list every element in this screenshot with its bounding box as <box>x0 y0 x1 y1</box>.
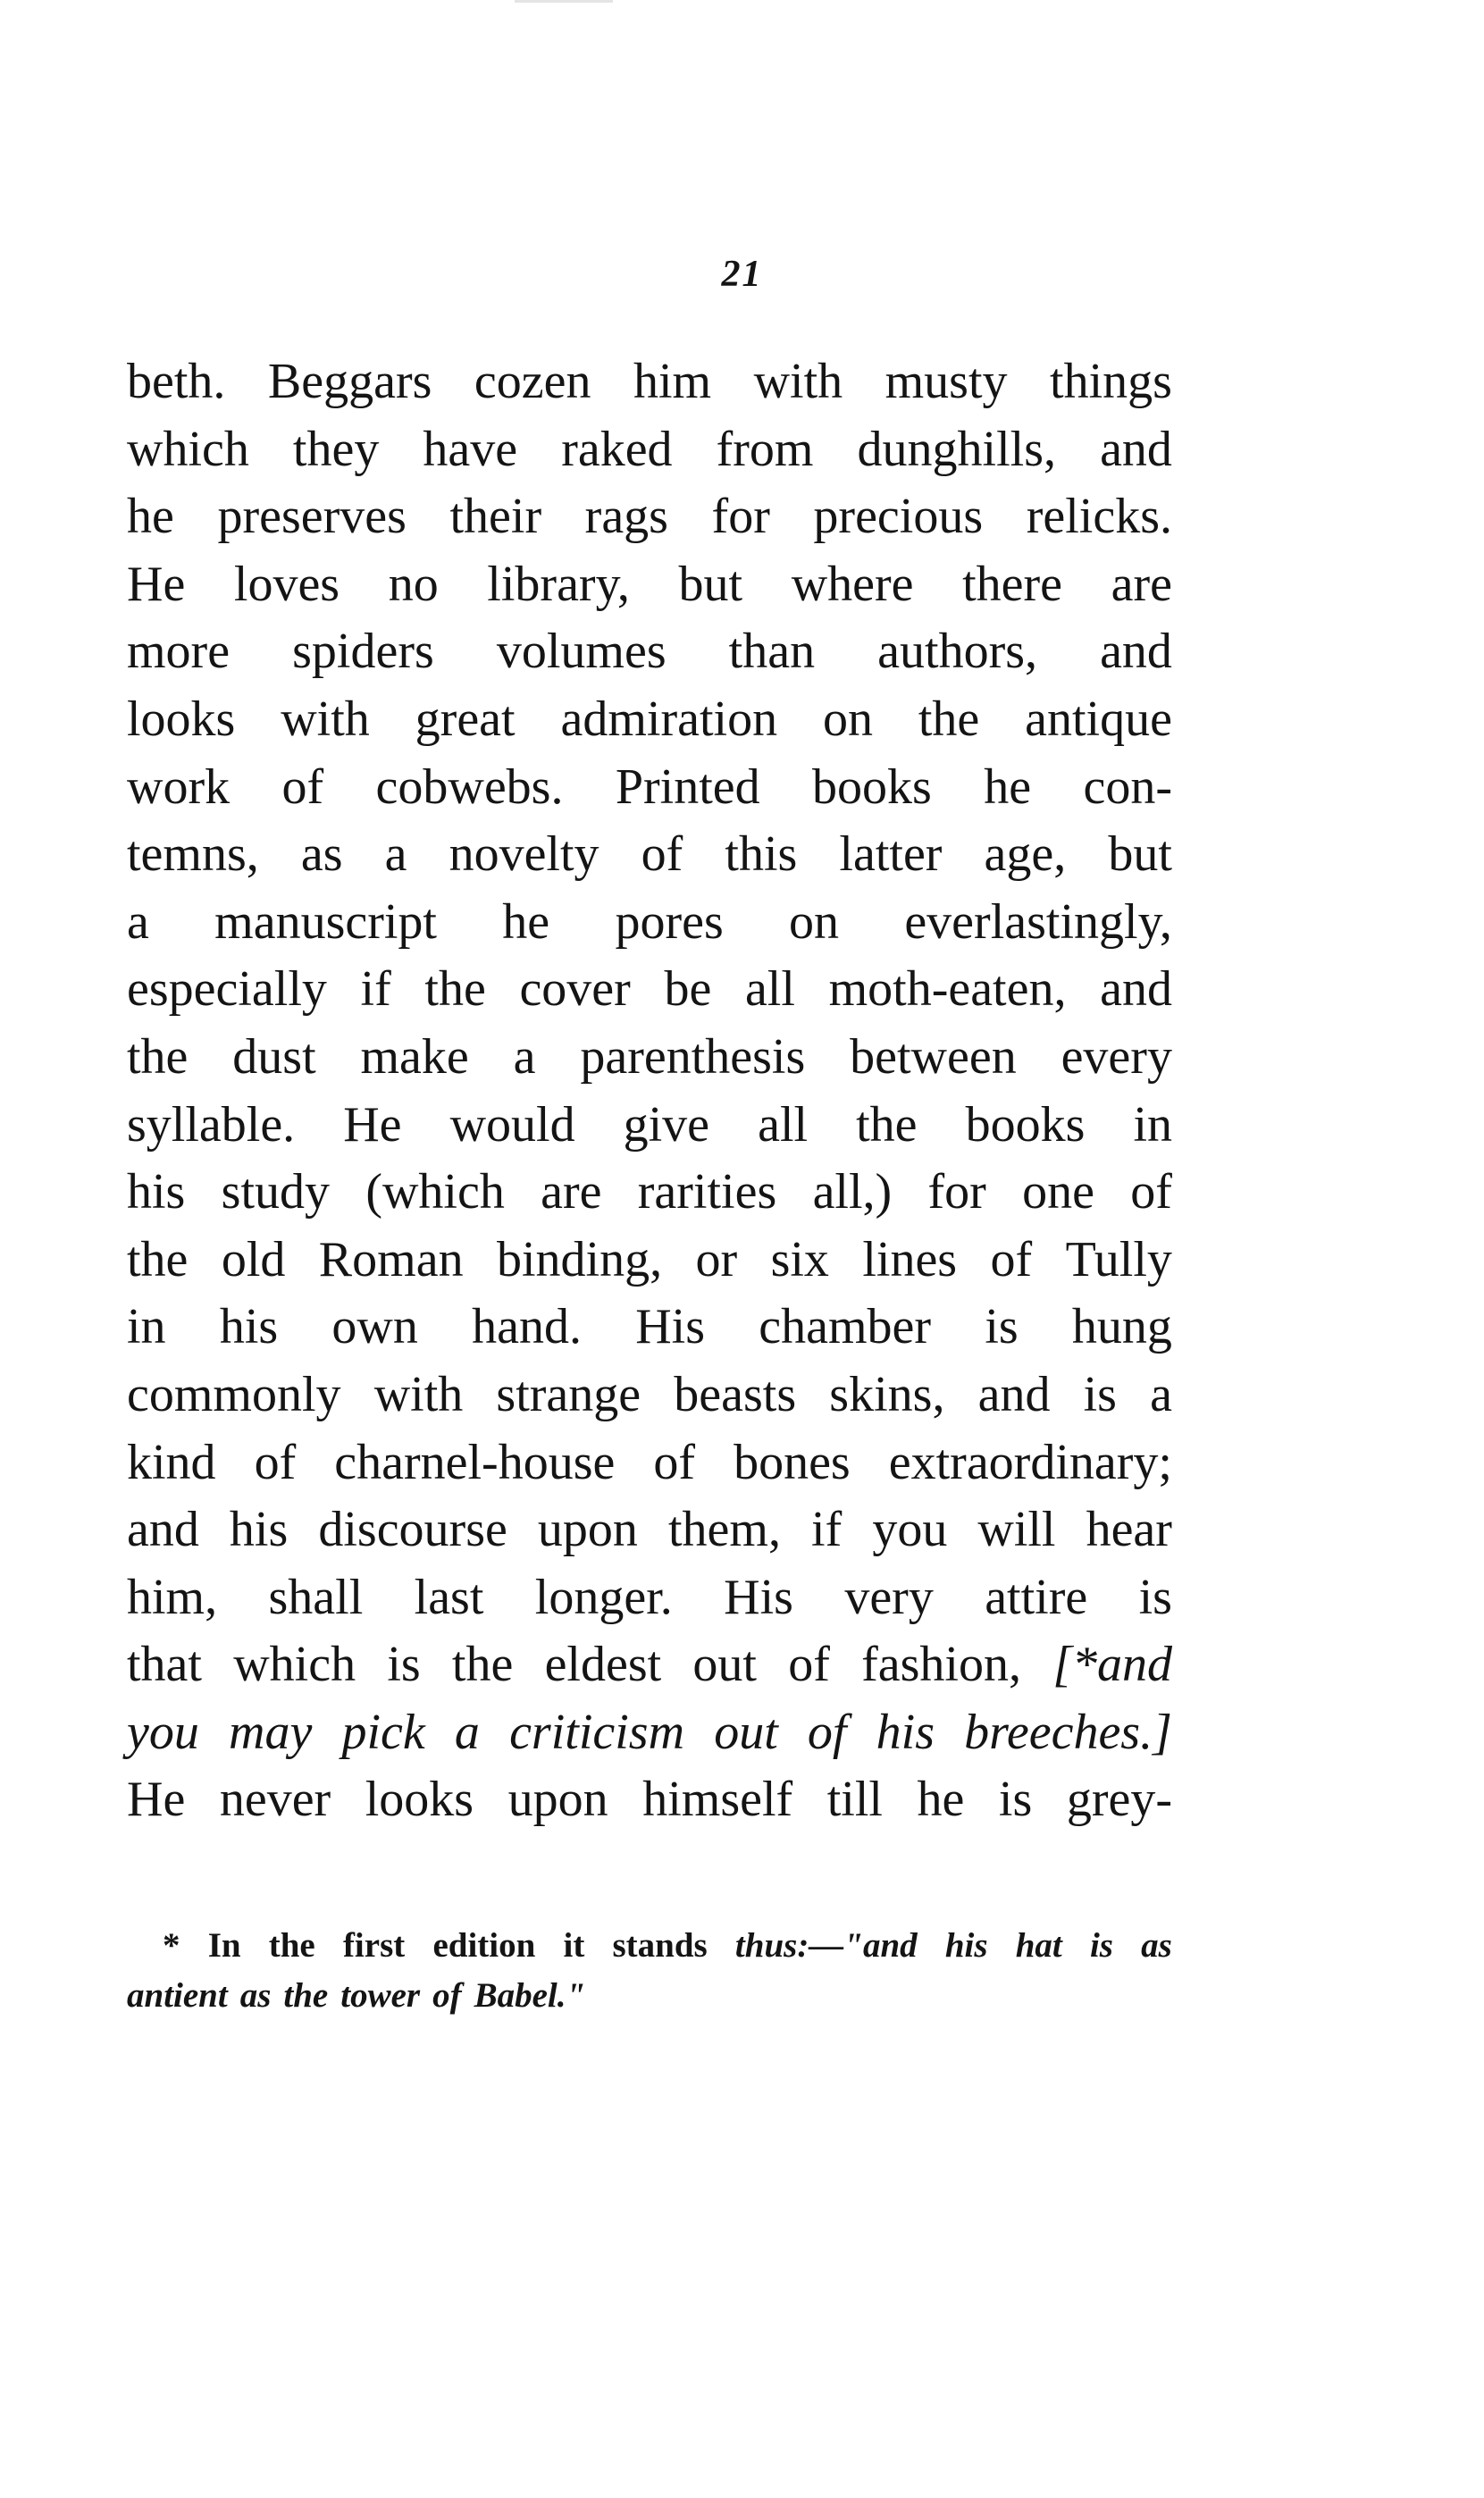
word: himself <box>642 1772 793 1828</box>
footnote-word: antient <box>127 1976 228 2015</box>
word: study <box>221 1164 331 1220</box>
word: cozen <box>474 354 591 409</box>
word: novelty <box>449 826 599 883</box>
page-number: 21 <box>721 254 763 295</box>
word: looks <box>127 691 236 747</box>
footnote-word: thus:—"and <box>734 1926 918 1965</box>
word: be <box>664 961 712 1018</box>
word: have <box>423 421 518 477</box>
footnote-word: hat <box>1015 1926 1062 1965</box>
word: never <box>219 1772 331 1828</box>
word: with <box>373 1366 464 1422</box>
text-line <box>127 889 1172 957</box>
word: is <box>985 1299 1019 1355</box>
word: there <box>962 556 1063 612</box>
word: last <box>414 1569 484 1625</box>
word: is <box>387 1637 421 1693</box>
word: pores <box>615 893 724 950</box>
footnote-word: edition <box>432 1926 536 1965</box>
word: books <box>965 1096 1086 1153</box>
footnote-word: first <box>342 1926 406 1965</box>
word: moth-eaten, <box>828 961 1067 1018</box>
footnote-word: stands <box>612 1926 708 1965</box>
footnote-word: as <box>239 1976 272 2015</box>
word: temns, <box>127 826 259 883</box>
word: and <box>1100 421 1172 477</box>
word: with <box>281 691 370 747</box>
word: spiders <box>292 624 434 680</box>
word: His <box>724 1569 793 1625</box>
word: the <box>451 1637 514 1693</box>
word: He <box>127 556 186 612</box>
word: his <box>229 1502 289 1558</box>
text-line <box>127 686 1172 754</box>
word: all,) <box>812 1164 893 1220</box>
footnote-word: is <box>1089 1926 1113 1965</box>
word: in <box>1133 1096 1172 1153</box>
word: of <box>641 826 683 883</box>
word: criticism <box>509 1704 685 1760</box>
word: He <box>343 1096 402 1153</box>
footnote-word: the <box>283 1976 329 2015</box>
word: own <box>331 1299 418 1355</box>
word: his <box>876 1704 935 1760</box>
word: [*and <box>1052 1637 1172 1693</box>
word: great <box>415 691 516 747</box>
word: manuscript <box>214 893 437 950</box>
word: grey- <box>1066 1772 1172 1828</box>
word: relicks. <box>1026 489 1172 545</box>
word: of <box>281 759 324 815</box>
word: the <box>918 691 980 747</box>
word: and <box>1100 624 1172 680</box>
word: of <box>254 1434 297 1490</box>
text-line <box>127 1294 1172 1362</box>
word: upon <box>537 1502 638 1558</box>
text-line <box>127 551 1172 619</box>
footnote-word: it <box>563 1926 585 1965</box>
footnote-word: * <box>163 1926 180 1965</box>
text-line <box>127 956 1172 1024</box>
word: they <box>292 421 380 477</box>
word: eldest <box>544 1637 662 1693</box>
word: authors, <box>877 624 1038 680</box>
word: he <box>984 759 1032 815</box>
word: his <box>127 1164 186 1220</box>
text-line <box>127 1766 1172 1834</box>
word: six <box>770 1231 829 1287</box>
word: you <box>127 1704 199 1760</box>
word: books <box>812 759 932 815</box>
footnote <box>127 1921 1172 2021</box>
word: very <box>844 1569 934 1625</box>
word: if <box>811 1502 843 1558</box>
word: of <box>990 1231 1033 1287</box>
word: chamber <box>759 1299 932 1355</box>
word: for <box>927 1164 986 1220</box>
word: with <box>753 354 843 409</box>
footnote-line <box>127 1921 1172 1971</box>
word: skins, <box>829 1366 945 1422</box>
word: than <box>728 624 816 680</box>
word: His <box>635 1299 706 1355</box>
word: he <box>917 1772 965 1828</box>
text-line <box>127 1362 1172 1429</box>
word: and <box>977 1366 1051 1422</box>
word: library, <box>487 556 630 612</box>
text-line <box>127 1024 1172 1092</box>
word: a <box>1150 1366 1172 1422</box>
footnote-word: the <box>268 1926 315 1965</box>
word: is <box>1083 1366 1117 1422</box>
word: discourse <box>318 1502 507 1558</box>
word: precious <box>813 489 984 545</box>
word: is <box>1138 1569 1172 1625</box>
word: and <box>127 1502 199 1558</box>
word: would <box>449 1096 575 1153</box>
word: from <box>716 421 814 477</box>
word: cobwebs. <box>375 759 564 815</box>
footnote-word: In <box>207 1926 241 1965</box>
word: which <box>127 421 249 477</box>
footnote-word: tower <box>340 1976 421 2015</box>
word: charnel-house <box>334 1434 616 1490</box>
word: of <box>653 1434 696 1490</box>
text-line <box>127 1631 1172 1699</box>
word: of <box>788 1637 830 1693</box>
word: raked <box>561 421 673 477</box>
word: for <box>711 489 770 545</box>
word: him, <box>127 1569 218 1625</box>
word: latter <box>839 826 943 883</box>
text-line <box>127 1092 1172 1160</box>
word: looks <box>365 1772 474 1828</box>
word: (which <box>365 1164 505 1220</box>
word: Roman <box>318 1231 464 1287</box>
word: which <box>233 1637 356 1693</box>
word: upon <box>507 1772 608 1828</box>
word: in <box>127 1299 166 1355</box>
word: between <box>850 1028 1017 1085</box>
scan-artifact <box>515 0 613 3</box>
word: antique <box>1025 691 1172 747</box>
word: admiration <box>560 691 778 747</box>
text-line <box>127 1496 1172 1564</box>
word: hear <box>1086 1502 1172 1558</box>
word: where <box>791 556 914 612</box>
footnote-word: of <box>432 1976 462 2015</box>
word: rags <box>584 489 668 545</box>
word: him <box>633 354 712 409</box>
word: he <box>502 893 550 950</box>
word: out <box>692 1637 757 1693</box>
word: that <box>127 1637 202 1693</box>
word: or <box>695 1231 738 1287</box>
text-line <box>127 618 1172 686</box>
word: all <box>758 1096 809 1153</box>
word: a <box>454 1704 480 1760</box>
word: work <box>127 759 231 815</box>
word: more <box>127 624 231 680</box>
text-line <box>127 821 1172 889</box>
text-line <box>127 1564 1172 1632</box>
word: longer. <box>534 1569 673 1625</box>
word: dust <box>232 1028 316 1085</box>
text-line <box>127 1159 1172 1227</box>
text-line <box>127 1699 1172 1767</box>
text-line <box>127 348 1172 416</box>
word: dunghills, <box>857 421 1056 477</box>
word: every <box>1061 1028 1172 1085</box>
word: He <box>127 1772 186 1828</box>
word: the <box>856 1096 918 1153</box>
word: may <box>229 1704 313 1760</box>
word: old <box>221 1231 286 1287</box>
word: if <box>360 961 391 1018</box>
word: is <box>998 1772 1033 1828</box>
word: Tully <box>1065 1231 1172 1287</box>
word: them, <box>667 1502 781 1558</box>
footnote-word: Babel." <box>474 1976 586 2015</box>
footnote-word: his <box>944 1926 988 1965</box>
word: fashion, <box>861 1637 1021 1693</box>
word: loves <box>233 556 340 612</box>
word: give <box>623 1096 710 1153</box>
word: hung <box>1071 1299 1172 1355</box>
word: lines <box>862 1231 958 1287</box>
word: the <box>424 961 486 1018</box>
word: and <box>1100 961 1172 1018</box>
word: but <box>678 556 743 612</box>
body-text <box>127 348 1172 1834</box>
word: pick <box>341 1704 425 1760</box>
word: everlastingly, <box>904 893 1172 950</box>
word: bones <box>734 1434 851 1490</box>
footnote-line <box>127 1971 1172 2021</box>
word: kind <box>127 1434 216 1490</box>
word: musty <box>885 354 1008 409</box>
word: a <box>384 826 407 883</box>
word: are <box>541 1164 602 1220</box>
word: breeches.] <box>964 1704 1172 1760</box>
word: the <box>127 1028 189 1085</box>
word: their <box>449 489 542 545</box>
word: you <box>872 1502 948 1558</box>
word: cover <box>519 961 631 1018</box>
word: con- <box>1083 759 1172 815</box>
text-line <box>127 1429 1172 1497</box>
word: on <box>789 893 840 950</box>
word: a <box>513 1028 536 1085</box>
word: till <box>826 1772 883 1828</box>
word: as <box>300 826 343 883</box>
word: beth. <box>127 354 226 409</box>
word: the <box>127 1231 189 1287</box>
word: parenthesis <box>580 1028 806 1085</box>
word: his <box>219 1299 279 1355</box>
word: a <box>127 893 149 950</box>
word: binding, <box>496 1231 663 1287</box>
word: Beggars <box>267 354 432 409</box>
word: age, <box>984 826 1067 883</box>
word: on <box>822 691 873 747</box>
word: strange <box>496 1366 641 1422</box>
word: preserves <box>217 489 407 545</box>
text-line <box>127 754 1172 822</box>
text-line <box>127 483 1172 551</box>
word: are <box>1111 556 1172 612</box>
word: one <box>1022 1164 1094 1220</box>
word: volumes <box>496 624 667 680</box>
word: syllable. <box>127 1096 296 1153</box>
word: Printed <box>615 759 760 815</box>
word: rarities <box>637 1164 777 1220</box>
word: will <box>977 1502 1056 1558</box>
word: no <box>388 556 439 612</box>
word: make <box>360 1028 469 1085</box>
word: beasts <box>674 1366 797 1422</box>
word: things <box>1050 354 1172 409</box>
word: this <box>725 826 798 883</box>
word: he <box>127 489 174 545</box>
word: all <box>744 961 795 1018</box>
word: commonly <box>127 1366 341 1422</box>
word: extraordinary; <box>888 1434 1172 1490</box>
word: especially <box>127 961 327 1018</box>
word: but <box>1108 826 1172 883</box>
footnote-word: as <box>1141 1926 1172 1965</box>
word: of <box>1130 1164 1172 1220</box>
word: of <box>807 1704 847 1760</box>
text-line <box>127 416 1172 484</box>
text-line <box>127 1227 1172 1295</box>
word: attire <box>985 1569 1088 1625</box>
word: out <box>714 1704 778 1760</box>
word: shall <box>268 1569 364 1625</box>
word: hand. <box>472 1299 582 1355</box>
